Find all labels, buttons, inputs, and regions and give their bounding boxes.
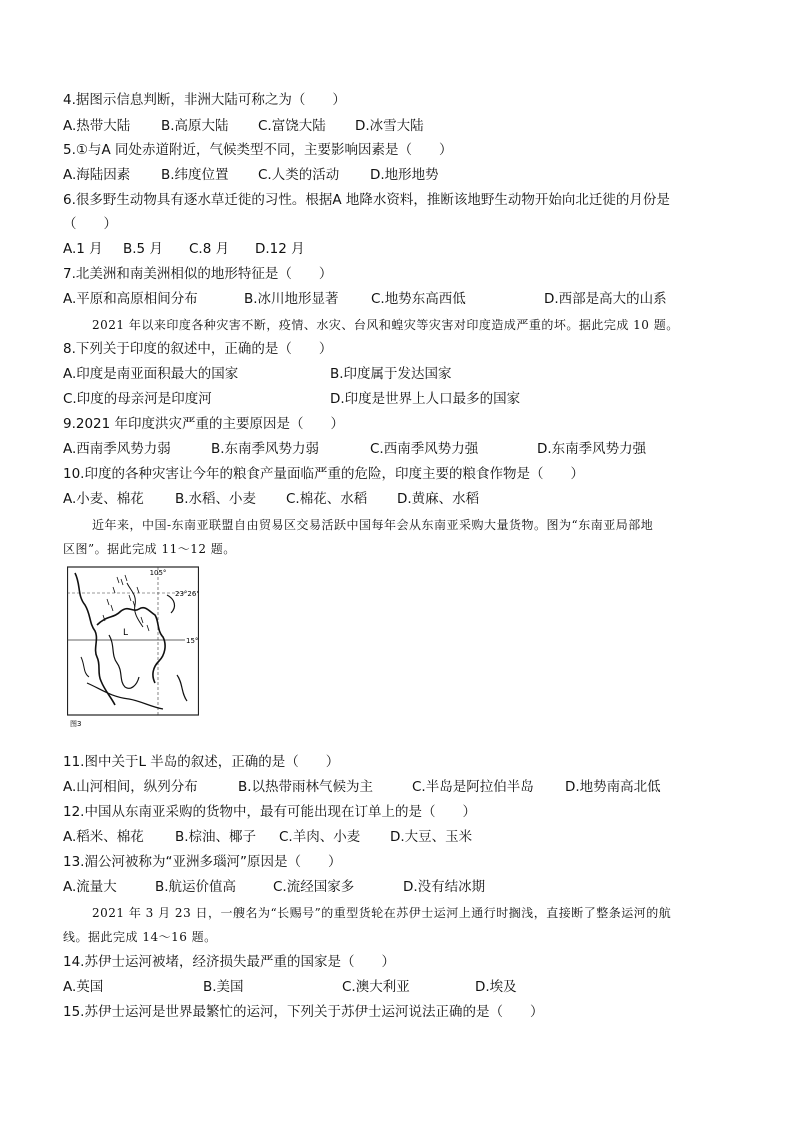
q6-option-b: B.5 月 bbox=[123, 241, 163, 257]
q4-option-a: A.热带大陆 bbox=[63, 118, 131, 134]
q9-option-c: C.西南季风势力强 bbox=[370, 441, 479, 457]
q10-stem: 10.印度的各种灾害让今年的粮食产量面临严重的危险，印度主要的粮食作物是（ ） bbox=[63, 466, 584, 482]
q13-stem: 13.湄公河被称为“亚洲多瑙河”原因是（ ） bbox=[63, 854, 342, 870]
q5-option-d: D.地形地势 bbox=[370, 167, 439, 183]
q12-stem: 12.中国从东南亚采购的货物中，最有可能出现在订单上的是（ ） bbox=[63, 804, 476, 820]
q6-stem: 6.很多野生动物具有逐水草迁徙的习性。根据A 地降水资料，推断该地野生动物开始向北迁徙的月份是 bbox=[63, 192, 670, 208]
q7-option-b: B.冰川地形显著 bbox=[244, 291, 339, 307]
q4-option-b: B.高原大陆 bbox=[161, 118, 229, 134]
q10-option-d: D.黄麻、水稻 bbox=[397, 491, 480, 507]
q12-option-a: A.稻米、棉花 bbox=[63, 829, 144, 845]
q12-option-b: B.棕油、椰子 bbox=[175, 829, 257, 845]
q14-stem: 14.苏伊士运河被堵，经济损失最严重的国家是（ ） bbox=[63, 954, 395, 970]
q11-option-a: A.山河相间，纵列分布 bbox=[63, 779, 198, 795]
q8-stem: 8.下列关于印度的叙述中，正确的是（ ） bbox=[63, 341, 333, 357]
q11-stem: 11.图中关于L 半岛的叙述，正确的是（ ） bbox=[63, 754, 340, 770]
map-peninsula-label: L bbox=[123, 628, 129, 638]
q11-option-c: C.半岛是阿拉伯半岛 bbox=[412, 779, 534, 795]
q5-stem: 5.①与A 同处赤道附近，气候类型不同，主要影响因素是（ ） bbox=[63, 142, 453, 158]
q10-option-a: A.小麦、棉花 bbox=[63, 491, 144, 507]
intro-suez-cont: 线。据此完成 14～16 题。 bbox=[63, 930, 217, 944]
q9-option-d: D.东南季风势力强 bbox=[537, 441, 647, 457]
q6-option-a: A.1 月 bbox=[63, 241, 103, 257]
q14-option-b: B.美国 bbox=[203, 979, 244, 995]
q8-option-d: D.印度是世界上人口最多的国家 bbox=[330, 391, 521, 407]
q11-option-b: B.以热带雨林气候为主 bbox=[238, 779, 374, 795]
q15-stem: 15.苏伊士运河是世界最繁忙的运河，下列关于苏伊士运河说法正确的是（ ） bbox=[63, 1004, 544, 1020]
q12-option-d: D.大豆、玉米 bbox=[390, 829, 473, 845]
map-caption: 图3 bbox=[70, 720, 82, 728]
intro-suez: 2021 年 3 月 23 日，一艘名为“长赐号”的重型货轮在苏伊士运河上通行时搁浅，直接断了整条运河的航 bbox=[92, 906, 672, 920]
q4-option-c: C.富饶大陆 bbox=[258, 118, 326, 134]
map-tropic-label: 23°26' bbox=[175, 590, 199, 598]
southeast-asia-map bbox=[67, 565, 199, 731]
intro-southeast-asia-cont: 区图”。据此完成 11～12 题。 bbox=[63, 542, 236, 556]
q10-option-b: B.水稻、小麦 bbox=[175, 491, 257, 507]
q13-option-c: C.流经国家多 bbox=[273, 879, 355, 895]
q5-option-c: C.人类的活动 bbox=[258, 167, 340, 183]
q8-option-b: B.印度属于发达国家 bbox=[330, 366, 452, 382]
q10-option-c: C.棉花、水稻 bbox=[286, 491, 368, 507]
q7-option-a: A.平原和高原相间分布 bbox=[63, 291, 198, 307]
q13-option-a: A.流量大 bbox=[63, 879, 117, 895]
q8-option-c: C.印度的母亲河是印度河 bbox=[63, 391, 212, 407]
q5-option-a: A.海陆因素 bbox=[63, 167, 131, 183]
q7-option-d: D.西部是高大的山系 bbox=[544, 291, 667, 307]
q6-stem-cont: （ ） bbox=[63, 216, 117, 232]
map-longitude-label: 105° bbox=[149, 569, 167, 577]
intro-southeast-asia: 近年来，中国-东南亚联盟自由贸易区交易活跃中国每年会从东南亚采购大量货物。图为“东南亚局部地 bbox=[92, 518, 654, 532]
q5-option-b: B.纬度位置 bbox=[161, 167, 229, 183]
q4-option-d: D.冰雪大陆 bbox=[355, 118, 424, 134]
q14-option-d: D.埃及 bbox=[475, 979, 517, 995]
q7-stem: 7.北美洲和南美洲相似的地形特征是（ ） bbox=[63, 266, 333, 282]
q9-option-b: B.东南季风势力弱 bbox=[211, 441, 320, 457]
q13-option-b: B.航运价值高 bbox=[155, 879, 237, 895]
q9-option-a: A.西南季风势力弱 bbox=[63, 441, 171, 457]
q8-option-a: A.印度是南亚面积最大的国家 bbox=[63, 366, 239, 382]
q13-option-d: D.没有结冰期 bbox=[403, 879, 486, 895]
intro-india: 2021 年以来印度各种灾害不断，疫情、水灾、台风和蝗灾等灾害对印度造成严重的坏。据此完成 10 题。 bbox=[92, 318, 679, 332]
map-latitude-label: 15° bbox=[186, 637, 199, 645]
q6-option-d: D.12 月 bbox=[255, 241, 305, 257]
q9-stem: 9.2021 年印度洪灾严重的主要原因是（ ） bbox=[63, 416, 345, 432]
q14-option-a: A.英国 bbox=[63, 979, 104, 995]
q12-option-c: C.羊肉、小麦 bbox=[279, 829, 361, 845]
q4-stem: 4.据图示信息判断，非洲大陆可称之为（ ） bbox=[63, 92, 346, 108]
q11-option-d: D.地势南高北低 bbox=[565, 779, 661, 795]
q14-option-c: C.澳大利亚 bbox=[342, 979, 410, 995]
q6-option-c: C.8 月 bbox=[189, 241, 230, 257]
q7-option-c: C.地势东高西低 bbox=[371, 291, 466, 307]
